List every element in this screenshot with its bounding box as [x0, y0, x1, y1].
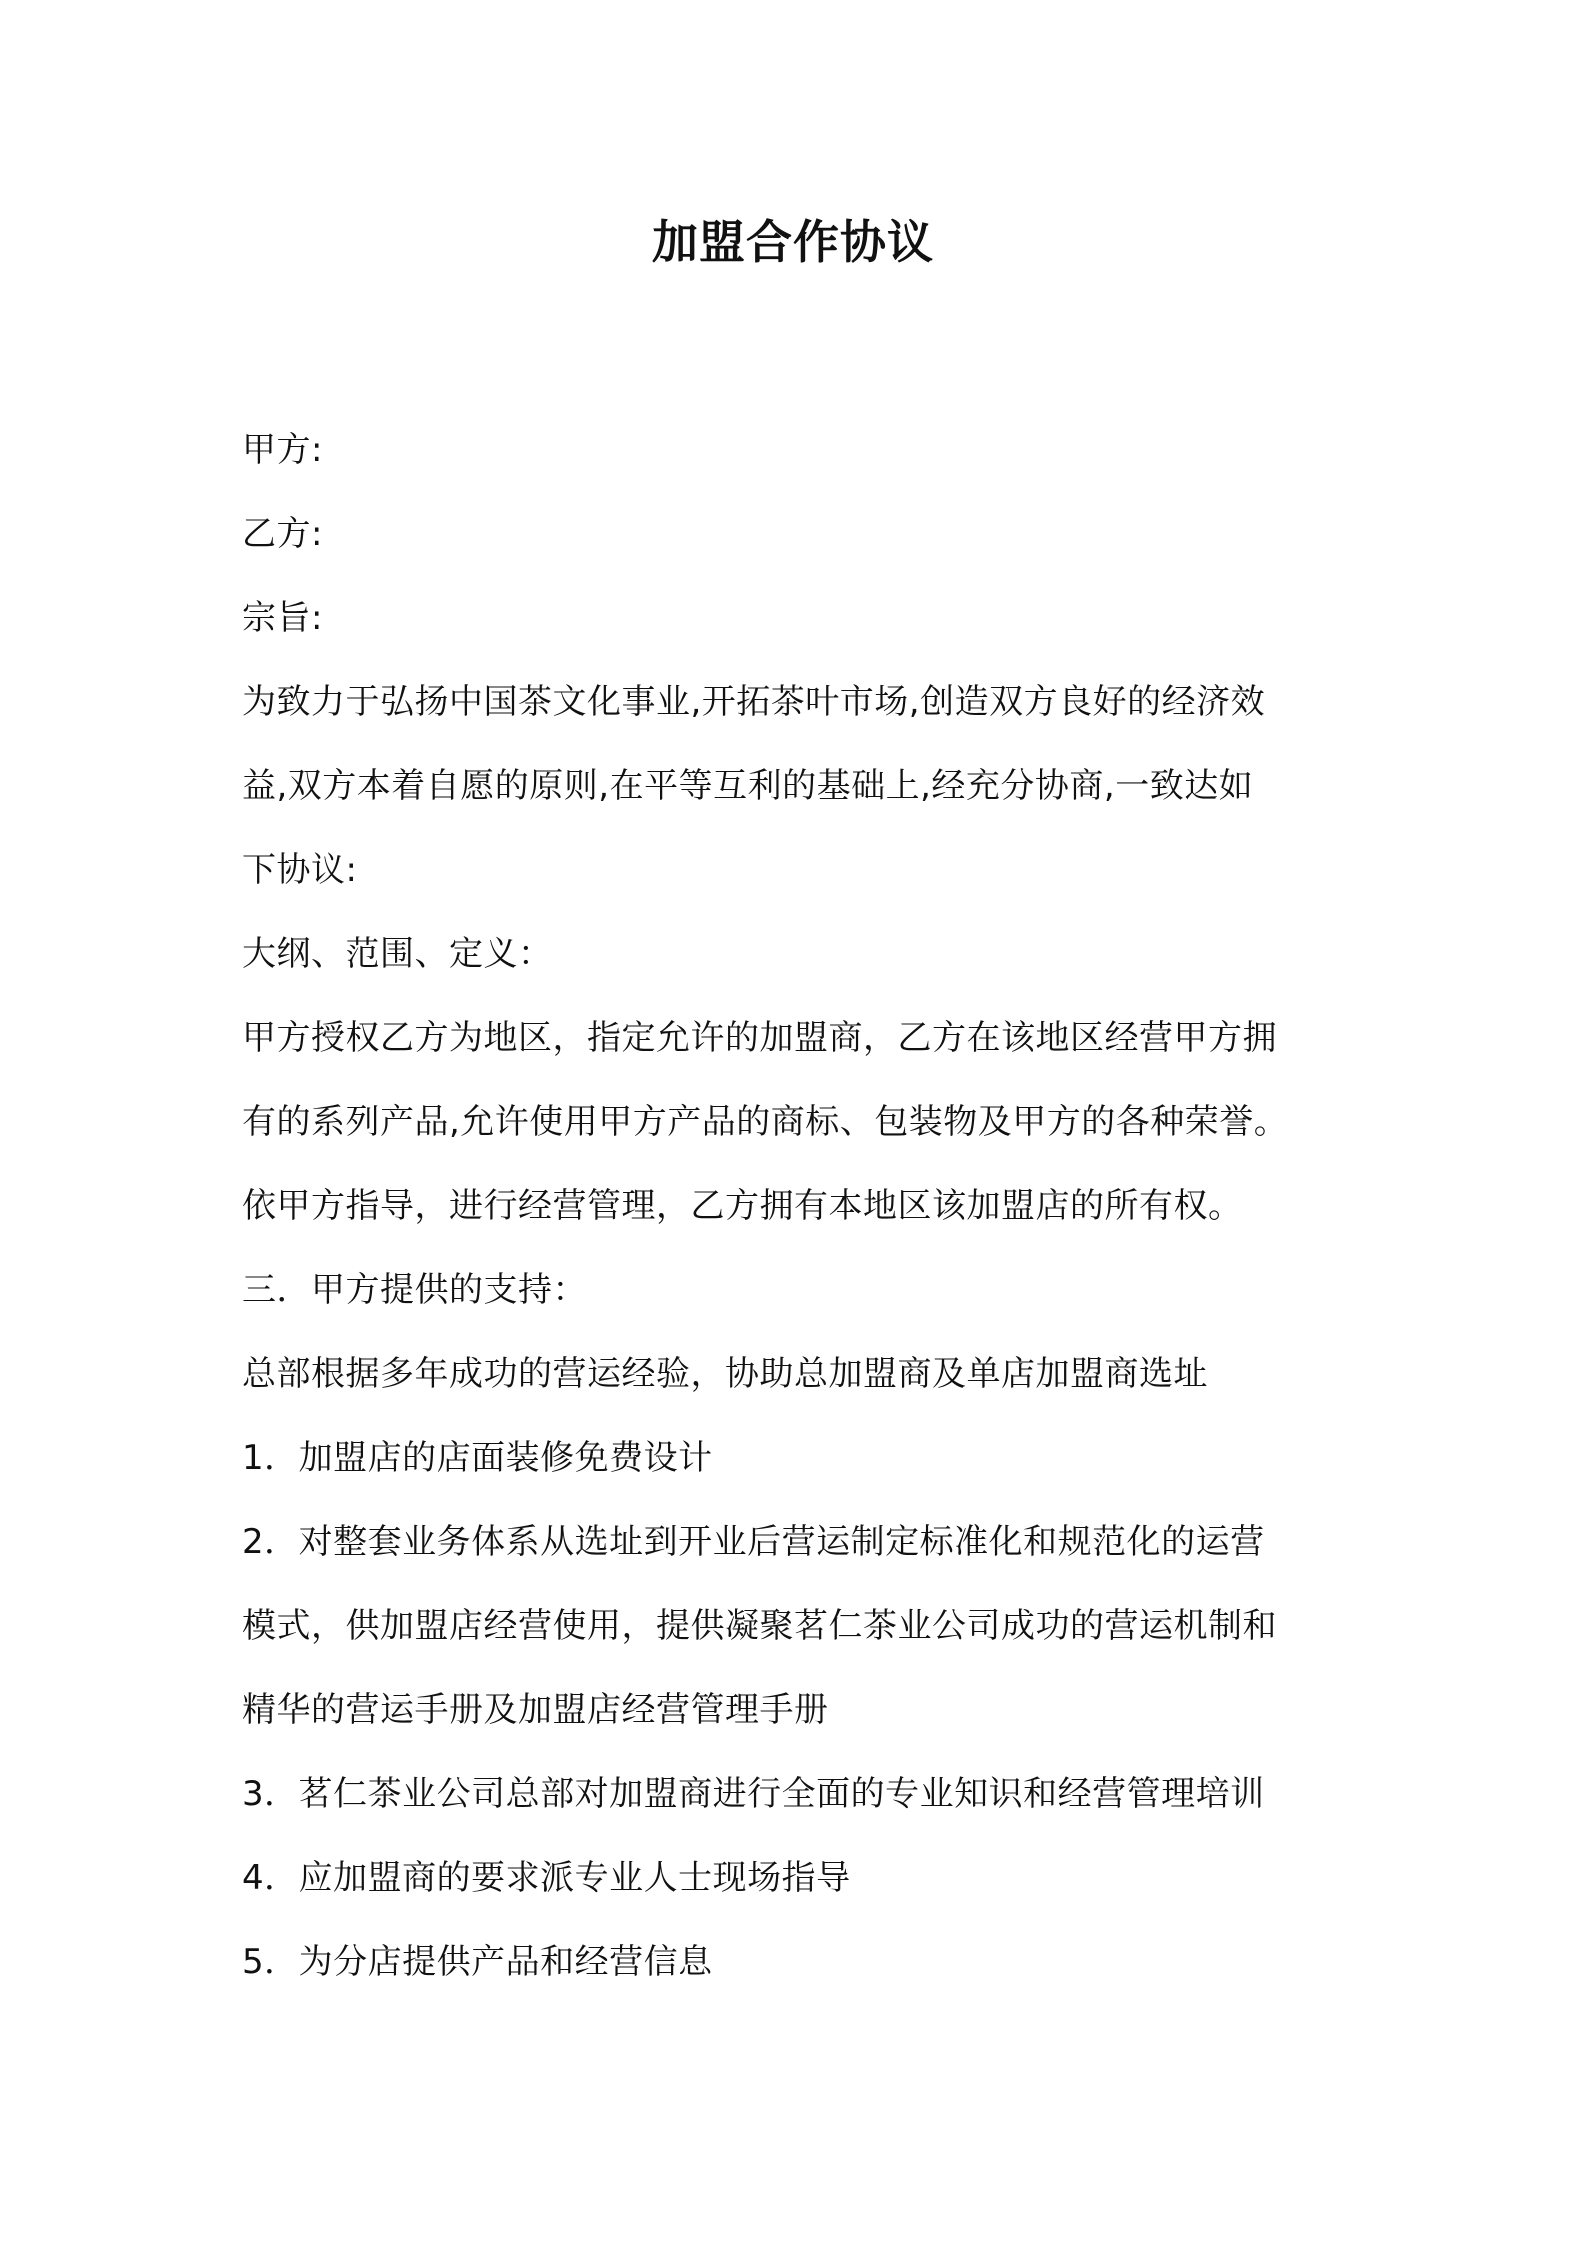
list-item: 4．应加盟商的要求派专业人士现场指导	[242, 1858, 851, 1898]
purpose-heading: 宗旨:	[242, 598, 323, 638]
paragraph-line: 为致力于弘扬中国茶文化事业,开拓茶叶市场,创造双方良好的经济效	[242, 682, 1266, 722]
list-item: 1．加盟店的店面装修免费设计	[242, 1438, 713, 1478]
paragraph-line: 有的系列产品,允许使用甲方产品的商标、包装物及甲方的各种荣誉。	[242, 1102, 1289, 1142]
party-b-line: 乙方:	[242, 514, 323, 554]
list-item: 5．为分店提供产品和经营信息	[242, 1942, 713, 1982]
paragraph-line: 益,双方本着自愿的原则,在平等互利的基础上,经充分协商,一致达如	[242, 766, 1254, 806]
document-title: 加盟合作协议	[652, 215, 934, 269]
section-heading: 大纲、范围、定义：	[242, 934, 553, 974]
list-item-continuation: 模式，供加盟店经营使用，提供凝聚茗仁茶业公司成功的营运机制和	[242, 1606, 1277, 1646]
party-a-line: 甲方:	[242, 430, 323, 470]
paragraph-line: 依甲方指导，进行经营管理，乙方拥有本地区该加盟店的所有权。	[242, 1186, 1243, 1226]
list-item: 2．对整套业务体系从选址到开业后营运制定标准化和规范化的运营	[242, 1522, 1265, 1562]
paragraph-line: 下协议:	[242, 850, 358, 890]
list-item: 3．茗仁茶业公司总部对加盟商进行全面的专业知识和经营管理培训	[242, 1774, 1265, 1814]
list-item-continuation: 精华的营运手册及加盟店经营管理手册	[242, 1690, 829, 1730]
paragraph-line: 甲方授权乙方为地区，指定允许的加盟商，乙方在该地区经营甲方拥	[242, 1018, 1277, 1058]
document-body	[242, 408, 1362, 2004]
section-heading: 三．甲方提供的支持：	[242, 1270, 587, 1310]
paragraph-line: 总部根据多年成功的营运经验，协助总加盟商及单店加盟商选址	[242, 1354, 1208, 1394]
